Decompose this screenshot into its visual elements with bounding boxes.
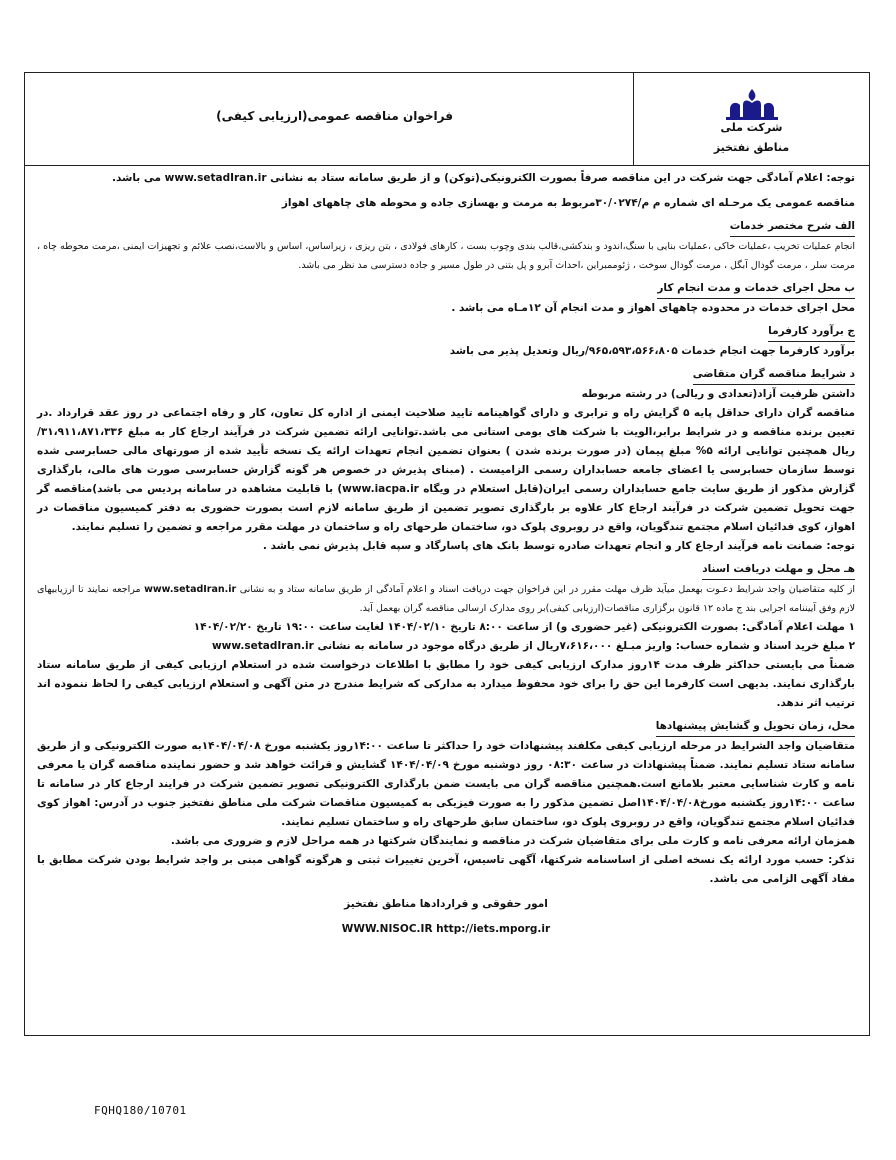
- note-2: توجه: ضمانت نامه فرآیند ارجاع کار و انجام تعهدات صادره توسط بانک های پاسارگاد و سپه قابل پذیرش نمی باشد .: [262, 540, 855, 552]
- document-body: [37, 169, 855, 939]
- document-frame: [24, 72, 870, 1036]
- nioc-logo-icon: [722, 87, 782, 121]
- section-a-text: انجام عملیات تخریب ،عملیات خاکی ،عملیات بنایی با سنگ،اندود و بندکشی،قالب بندی وچوب بست ، کارهای فولادی ، بتن ریزی ، زیراساس، اساس و بالاست،نصب علائم و تجهیزات ایمنی ،مرمت محوطه چاه ، مرمت سلر ، مرمت گودال آبگل ، مرمت گودال سوخت ، ژئوممبراین ،احداث آبرو و پل بتنی در طول مسیر و جاده دسترسی مد نظر می باشد.: [37, 241, 855, 271]
- company-name-line1: شرکت ملی: [720, 121, 783, 134]
- signature-line-1: امور حقوقی و قراردادها مناطق نفتخیز: [344, 898, 548, 910]
- section-c-text: برآورد کارفرما جهت انجام خدمات ۹۶۵،۵۹۳،۵۶۶،۸۰۵/ریال وتعدیل پذیر می باشد: [449, 345, 855, 357]
- section-v-item-2: همزمان ارائه معرفی نامه و کارت ملی برای متقاضیان شرکت در مناقصه و نمایندگان شرکتها در همه مراحل لازم و ضروری می باشد.: [170, 835, 855, 847]
- section-v-text: متقاضیان واجد الشرایط در مرحله ارزیابی کیفی مکلفند پیشنهادات خود را حداکثر تا ساعت ۱۴:۰۰روز یکشنبه مورخ ۱۴۰۴/۰۴/۰۸به صورت الکترونیکی و از طریق سامانه ستاد تسلیم نمایند. ضمناً پیشنهادات در ساعت ۰۸:۳۰ روز دوشنبه مورخ ۱۴۰۴/۰۴/۰۹ گشایش و قرائت خواهد شد و حضور نماینده مناقصه گران یا معرفی نامه و کارت شناسایی معتبر بلامانع است.همچنین مناقصه گران می بایست ضمن بارگذاری الکترونیکی تصویر تضمین شرکت در فرایند ارجاع کار در سامانه تا ساعت ۱۴:۰۰روز یکشنبه مورخ۱۴۰۴/۰۴/۰۸اصل تضمین مذکور را به صورت فیزیکی به کمیسیون مناقصات شرکت ملی مناطق نفتخیز جنوب در آدرس: اهواز کوی فدائیان اسلام مجتمع تندگویان، واقع در روبروی پلوک دو، ساختمان سابق طرحهای راه و ساختمان تسلیم نمایند.: [37, 740, 856, 828]
- section-h-item-3: ضمناً می بایستی حداکثر ظرف مدت ۱۴روز مدارک ارزیابی کیفی خود را مطابق با اطلاعات درخواست شده در استعلام ارزیابی کیفی از طریق سامانه ستاد بارگذاری نمایند. بدیهی است کارفرما این حق را برای خود محفوظ میدارد به مدارکی که شرایط مندرج در متن آگهی و استعلام ارزیابی کیفی را لحاظ ننموده اند ترتیب اثر ندهد.: [37, 659, 855, 709]
- signature-line-2[interactable]: WWW.NISOC.IR http://iets.mporg.ir: [341, 923, 551, 935]
- header: [25, 73, 869, 166]
- section-h-item-1: ۱ مهلت اعلام آمادگی: بصورت الکترونیکی (غیر حضوری و) از ساعت ۸:۰۰ تاریخ ۱۴۰۴/۰۲/۱۰ لغایت ساعت ۱۹:۰۰ تاریخ ۱۴۰۴/۰۲/۲۰: [193, 621, 855, 633]
- setad-link[interactable]: www.setadIran.ir: [144, 584, 237, 595]
- section-h-item-2: ۲ مبلغ خرید اسناد و شماره حساب: واریز مبـلغ ۷،۶۱۶،۰۰۰ریال از طریق درگاه موجود در سامانه به نشانی www.setadIran.ir: [211, 640, 855, 652]
- section-a-heading: الف شرح مختصر خدمات: [730, 217, 855, 237]
- section-c-heading: ج برآورد کارفرما: [768, 322, 855, 342]
- logo-cell: [633, 73, 869, 165]
- section-d-item-2: مناقصه گران دارای حداقل پایه ۵ گرایش راه و ترابری و دارای گواهینامه تایید صلاحیت ایمنی از اداره کل تعاون، کار و رفاه اجتماعی در روز عقد قرارداد .در تعیین برنده مناقصه و در شرایط برابر،الویت با شرکت های بومی استانی می باشد.توانایی ارائه تضمین شرکت در فرآیند ارجاع کار به مبلغ ۳۱،۹۱۱،۸۷۱،۳۳۶/ریال همچنین توانایی ارائه ۵% مبلغ پیمان (در صورت برنده شدن ) بعنوان تضمین انجام تعهدات ارائه یک نسخه تأیید شده از صورتهای مالی حسابرسی شده توسط سازمان حسابرسی یا اعضای جامعه حسابداران رسمی الزامیست . (مبنای پذیرش در خصوص هر گونه گزارش حسابرسی صورت های مالی، بارگذاری گزارش مذکور از طریق سایت جامع حسابداران رسمی ایران(قابل استعلام در ویگاه www.iacpa.ir) با قابلیت مشاهده در سامانه پردیس می باشد)مناقصه گر جهت تحویل تضمین شرکت در فرآیند ارجاع کار علاوه بر بارگذاری تصویر تضمین از طریق سامانه لازم است بصورت حضوری به دفتر کمیسیون مناقصات در اهواز، کوی فدائیان اسلام مجتمع تندگویان، واقع در روبروی پلوک دو، ساختمان طرحهای راه و ساختمان در مهلت مقرر مراجعه و تضمین را تسلیم نمایند.: [37, 407, 856, 533]
- section-h-heading: هـ محل و مهلت دریافت اسناد: [702, 560, 855, 580]
- note-1: توجه: اعلام آمادگی جهت شرکت در این مناقصه صرفاً بصورت الکترونیکی(توکن) و از طریق سامانه ستاد به نشانی www.setadIran.ir می باشد.: [111, 172, 855, 184]
- section-v-heading: محل، زمان تحویل و گشایش پیشنهادها: [656, 717, 855, 737]
- section-b-heading: ب محل اجرای خدمات و مدت انجام کار: [657, 279, 855, 299]
- document-title: فراخوان مناقصه عمومی(ارزیابی کیفی): [216, 109, 453, 123]
- section-d-heading: د شرایط مناقصه گران متقاضی: [693, 365, 855, 385]
- section-d-item-1: داشتن ظرفیت آزاد(تعدادی و ریالی) در رشته مربوطه: [581, 388, 855, 400]
- setad-link[interactable]: www.setadIran.ir: [211, 640, 314, 652]
- footer-code: FQHQ180/10701: [94, 1104, 187, 1117]
- tender-title: مناقصه عمومی یک مرحـله ای شماره م م/۳۰/۰۲۷۴مربوط به مرمت و بهسازی جاده و محوطه های چاههای اهواز: [281, 197, 855, 209]
- setad-link[interactable]: www.setadIran.ir: [164, 172, 267, 184]
- section-v-item-3: تذکر: حسب مورد ارائه یک نسخه اصلی از اساسنامه شرکتها، آگهی تاسیس، آخرین تغییرات ثبتی و هرگونه گواهی مبنی بر واجد شرایط بودن شرکت مطابق با مفاد آگهی الزامی می باشد.: [37, 854, 855, 885]
- section-b-text: محل اجرای خدمات در محدوده چاههای اهواز و مدت انجام آن ۱۲مـاه می باشد .: [451, 302, 855, 314]
- section-h-intro: از کلیه متقاضیان واجد شرایط دعـوت بهعمل میآید ظرف مهلت مقرر در این فراخوان جهت دریافت اسناد و اعلام آمادگی از طریق سامانه ستاد و به نشانی www.setadIran.ir مراجعه نمایند تا ارزیابیهای لازم وفق آییننامه اجرایی بند ج ماده ۱۲ قانون برگزاری مناقصات(ارزیابی کیفی)بر روی مدارک ارسالی مناقصه گران بهعمل آید.: [37, 584, 855, 614]
- company-name-line2: مناطق نفتخیز: [713, 141, 790, 154]
